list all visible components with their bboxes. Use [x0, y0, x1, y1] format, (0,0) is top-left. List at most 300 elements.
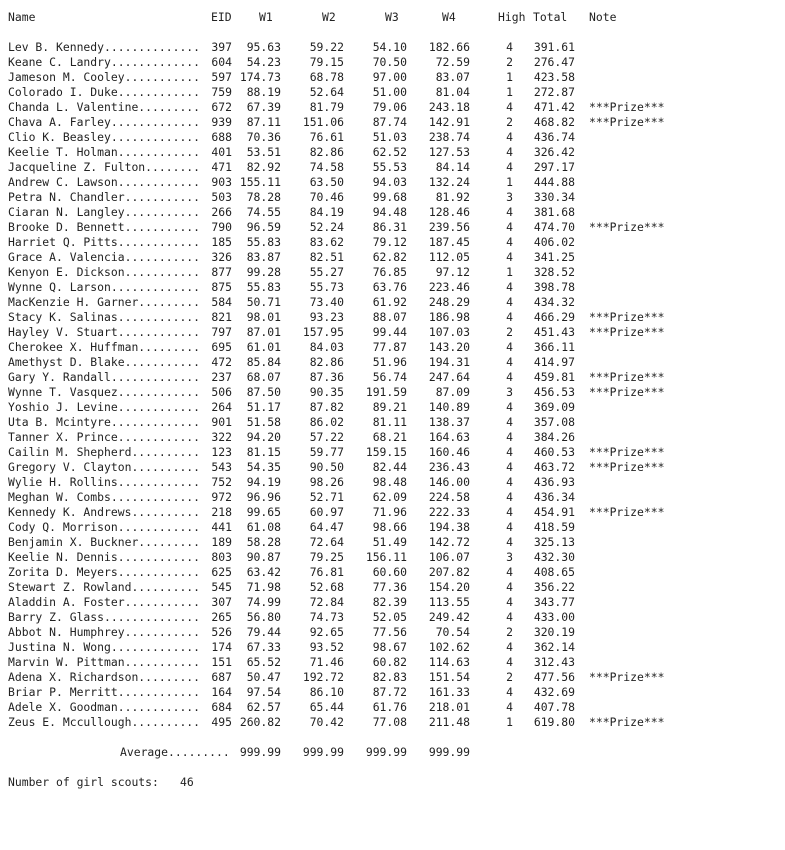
high-week: 1	[506, 175, 513, 189]
header-row	[0, 10, 785, 25]
week2-value: 57.22	[309, 430, 344, 444]
week3-value: 61.76	[372, 700, 407, 714]
scout-name: Wynne Q. Larson.............	[8, 280, 201, 294]
average-w4: 999.99	[428, 745, 470, 759]
scout-name: Briar P. Merritt............	[8, 685, 201, 699]
week2-value: 79.25	[309, 550, 344, 564]
table-row	[0, 670, 785, 685]
scout-eid: 322	[211, 430, 232, 444]
week4-value: 222.33	[428, 505, 470, 519]
total-value: 297.17	[533, 160, 575, 174]
scout-eid: 401	[211, 145, 232, 159]
scout-name: Tanner X. Prince............	[8, 430, 201, 444]
table-row	[0, 55, 785, 70]
table-row	[0, 190, 785, 205]
week4-value: 127.53	[428, 145, 470, 159]
week2-value: 70.42	[309, 715, 344, 729]
week4-value: 186.98	[428, 310, 470, 324]
high-week: 4	[506, 610, 513, 624]
scout-count-label: Number of girl scouts:	[8, 775, 159, 789]
scout-name: Justina N. Wong.............	[8, 640, 201, 654]
scout-eid: 503	[211, 190, 232, 204]
total-value: 408.65	[533, 565, 575, 579]
scout-name: MacKenzie H. Garner.........	[8, 295, 201, 309]
total-value: 459.81	[533, 370, 575, 384]
week2-value: 192.72	[302, 670, 344, 684]
high-week: 4	[506, 235, 513, 249]
scout-eid: 687	[211, 670, 232, 684]
week1-value: 54.23	[246, 55, 281, 69]
prize-note: ***Prize***	[589, 100, 665, 114]
week3-value: 81.11	[372, 415, 407, 429]
week4-value: 146.00	[428, 475, 470, 489]
high-week: 4	[506, 685, 513, 699]
week3-value: 77.87	[372, 340, 407, 354]
week2-value: 52.64	[309, 85, 344, 99]
scout-name: Amethyst D. Blake...........	[8, 355, 201, 369]
week3-value: 60.60	[372, 565, 407, 579]
scout-name: Kennedy K. Andrews..........	[8, 505, 201, 519]
week4-value: 81.92	[435, 190, 470, 204]
week3-value: 55.53	[372, 160, 407, 174]
week3-value: 159.15	[365, 445, 407, 459]
scout-name: Jacqueline Z. Fulton........	[8, 160, 201, 174]
week3-value: 62.52	[372, 145, 407, 159]
week1-value: 65.52	[246, 655, 281, 669]
table-row	[0, 295, 785, 310]
week4-value: 112.05	[428, 250, 470, 264]
week4-value: 132.24	[428, 175, 470, 189]
high-week: 2	[506, 625, 513, 639]
week2-value: 71.46	[309, 655, 344, 669]
high-week: 3	[506, 550, 513, 564]
prize-note: ***Prize***	[589, 715, 665, 729]
week3-value: 51.96	[372, 355, 407, 369]
table-row	[0, 655, 785, 670]
week4-value: 70.54	[435, 625, 470, 639]
week2-value: 70.46	[309, 190, 344, 204]
total-value: 434.32	[533, 295, 575, 309]
scout-eid: 759	[211, 85, 232, 99]
week1-value: 95.63	[246, 40, 281, 54]
week3-value: 82.44	[372, 460, 407, 474]
scout-name: Petra N. Chandler...........	[8, 190, 201, 204]
week2-value: 52.68	[309, 580, 344, 594]
scout-name: Lev B. Kennedy..............	[8, 40, 201, 54]
scout-name: Aladdin A. Foster...........	[8, 595, 201, 609]
scout-eid: 266	[211, 205, 232, 219]
table-row	[0, 580, 785, 595]
scout-name: Zeus E. Mccullough..........	[8, 715, 201, 729]
scout-name: Gregory V. Clayton..........	[8, 460, 201, 474]
table-row	[0, 505, 785, 520]
high-week: 3	[506, 385, 513, 399]
week1-value: 90.87	[246, 550, 281, 564]
high-week: 1	[506, 715, 513, 729]
high-week: 2	[506, 325, 513, 339]
week4-value: 72.59	[435, 55, 470, 69]
week2-value: 84.03	[309, 340, 344, 354]
header-w1: W1	[259, 10, 273, 24]
scout-eid: 821	[211, 310, 232, 324]
week3-value: 94.48	[372, 205, 407, 219]
week1-value: 87.50	[246, 385, 281, 399]
table-row	[0, 610, 785, 625]
scout-eid: 472	[211, 355, 232, 369]
total-value: 619.80	[533, 715, 575, 729]
table-row	[0, 475, 785, 490]
week4-value: 143.20	[428, 340, 470, 354]
scout-name: Brooke D. Bennett...........	[8, 220, 201, 234]
week1-value: 94.19	[246, 475, 281, 489]
week3-value: 77.08	[372, 715, 407, 729]
table-row	[0, 115, 785, 130]
prize-note: ***Prize***	[589, 220, 665, 234]
scout-eid: 397	[211, 40, 232, 54]
table-row	[0, 490, 785, 505]
scout-eid: 189	[211, 535, 232, 549]
week2-value: 73.40	[309, 295, 344, 309]
week1-value: 55.83	[246, 235, 281, 249]
week3-value: 76.85	[372, 265, 407, 279]
scout-name: Benjamin X. Buckner.........	[8, 535, 201, 549]
high-week: 4	[506, 220, 513, 234]
total-value: 454.91	[533, 505, 575, 519]
table-row	[0, 265, 785, 280]
table-row	[0, 340, 785, 355]
week4-value: 113.55	[428, 595, 470, 609]
scout-eid: 901	[211, 415, 232, 429]
table-row	[0, 445, 785, 460]
scout-name: Andrew C. Lawson............	[8, 175, 201, 189]
scout-name: Chava A. Farley.............	[8, 115, 201, 129]
scout-eid: 526	[211, 625, 232, 639]
week4-value: 236.43	[428, 460, 470, 474]
week1-value: 74.55	[246, 205, 281, 219]
high-week: 1	[506, 85, 513, 99]
week3-value: 63.76	[372, 280, 407, 294]
week4-value: 106.07	[428, 550, 470, 564]
total-value: 357.08	[533, 415, 575, 429]
week2-value: 68.78	[309, 70, 344, 84]
week1-value: 61.08	[246, 520, 281, 534]
header-w2: W2	[322, 10, 336, 24]
table-row	[0, 85, 785, 100]
high-week: 1	[506, 265, 513, 279]
high-week: 4	[506, 445, 513, 459]
table-row	[0, 145, 785, 160]
table-row	[0, 715, 785, 730]
high-week: 2	[506, 55, 513, 69]
total-value: 384.26	[533, 430, 575, 444]
table-row	[0, 175, 785, 190]
week3-value: 97.00	[372, 70, 407, 84]
week2-value: 87.82	[309, 400, 344, 414]
week3-value: 56.74	[372, 370, 407, 384]
total-value: 444.88	[533, 175, 575, 189]
week1-value: 81.15	[246, 445, 281, 459]
high-week: 4	[506, 535, 513, 549]
scout-name: Wynne T. Vasquez............	[8, 385, 201, 399]
week1-value: 174.73	[239, 70, 281, 84]
high-week: 4	[506, 460, 513, 474]
high-week: 4	[506, 580, 513, 594]
table-row	[0, 250, 785, 265]
week1-value: 54.35	[246, 460, 281, 474]
week1-value: 70.36	[246, 130, 281, 144]
week1-value: 99.65	[246, 505, 281, 519]
total-value: 466.29	[533, 310, 575, 324]
scout-name: Gary Y. Randall.............	[8, 370, 201, 384]
table-row	[0, 700, 785, 715]
scout-eid: 264	[211, 400, 232, 414]
high-week: 4	[506, 655, 513, 669]
header-w3: W3	[385, 10, 399, 24]
scout-name: Barry Z. Glass..............	[8, 610, 201, 624]
week4-value: 142.91	[428, 115, 470, 129]
high-week: 4	[506, 205, 513, 219]
scout-eid: 672	[211, 100, 232, 114]
week4-value: 238.74	[428, 130, 470, 144]
scout-eid: 545	[211, 580, 232, 594]
table-row	[0, 520, 785, 535]
total-value: 272.87	[533, 85, 575, 99]
scout-eid: 265	[211, 610, 232, 624]
week1-value: 155.11	[239, 175, 281, 189]
week2-value: 63.50	[309, 175, 344, 189]
week1-value: 56.80	[246, 610, 281, 624]
header-w4: W4	[442, 10, 456, 24]
prize-note: ***Prize***	[589, 115, 665, 129]
week2-value: 55.73	[309, 280, 344, 294]
week2-value: 157.95	[302, 325, 344, 339]
total-value: 328.52	[533, 265, 575, 279]
week4-value: 243.18	[428, 100, 470, 114]
week2-value: 90.35	[309, 385, 344, 399]
scout-eid: 752	[211, 475, 232, 489]
week1-value: 71.98	[246, 580, 281, 594]
table-row	[0, 595, 785, 610]
high-week: 4	[506, 565, 513, 579]
scout-name: Cherokee X. Huffman.........	[8, 340, 201, 354]
week4-value: 224.58	[428, 490, 470, 504]
week3-value: 52.05	[372, 610, 407, 624]
high-week: 4	[506, 250, 513, 264]
week1-value: 63.42	[246, 565, 281, 579]
week2-value: 84.19	[309, 205, 344, 219]
table-row	[0, 70, 785, 85]
scout-name: Chanda L. Valentine.........	[8, 100, 201, 114]
week1-value: 94.20	[246, 430, 281, 444]
week4-value: 182.66	[428, 40, 470, 54]
scout-eid: 797	[211, 325, 232, 339]
week3-value: 99.68	[372, 190, 407, 204]
table-row	[0, 430, 785, 445]
week4-value: 140.89	[428, 400, 470, 414]
prize-note: ***Prize***	[589, 460, 665, 474]
scout-eid: 877	[211, 265, 232, 279]
week1-value: 87.01	[246, 325, 281, 339]
week3-value: 60.82	[372, 655, 407, 669]
scout-eid: 441	[211, 520, 232, 534]
week2-value: 59.77	[309, 445, 344, 459]
week4-value: 142.72	[428, 535, 470, 549]
scout-eid: 307	[211, 595, 232, 609]
week3-value: 77.56	[372, 625, 407, 639]
week2-value: 76.61	[309, 130, 344, 144]
header-high: High	[498, 10, 526, 24]
high-week: 4	[506, 280, 513, 294]
week2-value: 90.50	[309, 460, 344, 474]
header-eid: EID	[211, 10, 232, 24]
week4-value: 223.46	[428, 280, 470, 294]
total-value: 463.72	[533, 460, 575, 474]
week1-value: 74.99	[246, 595, 281, 609]
week4-value: 128.46	[428, 205, 470, 219]
average-label: Average.........	[120, 745, 230, 759]
scout-eid: 597	[211, 70, 232, 84]
week3-value: 70.50	[372, 55, 407, 69]
week4-value: 187.45	[428, 235, 470, 249]
high-week: 4	[506, 415, 513, 429]
scout-eid: 174	[211, 640, 232, 654]
high-week: 4	[506, 505, 513, 519]
week2-value: 87.36	[309, 370, 344, 384]
week4-value: 211.48	[428, 715, 470, 729]
high-week: 4	[506, 490, 513, 504]
week1-value: 67.33	[246, 640, 281, 654]
scout-name: Colorado I. Duke............	[8, 85, 201, 99]
week4-value: 207.82	[428, 565, 470, 579]
table-row	[0, 355, 785, 370]
week2-value: 52.71	[309, 490, 344, 504]
prize-note: ***Prize***	[589, 385, 665, 399]
week2-value: 82.51	[309, 250, 344, 264]
week2-value: 79.15	[309, 55, 344, 69]
prize-note: ***Prize***	[589, 445, 665, 459]
week4-value: 239.56	[428, 220, 470, 234]
table-row	[0, 535, 785, 550]
week2-value: 83.62	[309, 235, 344, 249]
total-value: 423.58	[533, 70, 575, 84]
total-value: 356.22	[533, 580, 575, 594]
scout-eid: 164	[211, 685, 232, 699]
scout-eid: 218	[211, 505, 232, 519]
table-row	[0, 685, 785, 700]
total-value: 436.34	[533, 490, 575, 504]
scout-eid: 326	[211, 250, 232, 264]
week1-value: 51.17	[246, 400, 281, 414]
week1-value: 79.44	[246, 625, 281, 639]
table-row	[0, 415, 785, 430]
table-row	[0, 385, 785, 400]
week4-value: 248.29	[428, 295, 470, 309]
scout-name: Keane C. Landry.............	[8, 55, 201, 69]
high-week: 4	[506, 595, 513, 609]
summary-line	[0, 775, 785, 790]
scout-name: Meghan W. Combs.............	[8, 490, 201, 504]
week1-value: 96.96	[246, 490, 281, 504]
week2-value: 76.81	[309, 565, 344, 579]
week3-value: 51.00	[372, 85, 407, 99]
prize-note: ***Prize***	[589, 310, 665, 324]
high-week: 2	[506, 115, 513, 129]
total-value: 456.53	[533, 385, 575, 399]
week4-value: 194.38	[428, 520, 470, 534]
table-row	[0, 40, 785, 55]
week3-value: 156.11	[365, 550, 407, 564]
total-value: 477.56	[533, 670, 575, 684]
total-value: 312.43	[533, 655, 575, 669]
total-value: 418.59	[533, 520, 575, 534]
high-week: 4	[506, 160, 513, 174]
week2-value: 55.27	[309, 265, 344, 279]
week1-value: 50.71	[246, 295, 281, 309]
week1-value: 98.01	[246, 310, 281, 324]
week2-value: 151.06	[302, 115, 344, 129]
week4-value: 84.14	[435, 160, 470, 174]
total-value: 468.82	[533, 115, 575, 129]
scout-name: Hayley V. Stuart............	[8, 325, 201, 339]
scout-eid: 684	[211, 700, 232, 714]
total-value: 474.70	[533, 220, 575, 234]
scout-name: Adena X. Richardson.........	[8, 670, 201, 684]
week2-value: 65.44	[309, 700, 344, 714]
week4-value: 161.33	[428, 685, 470, 699]
week3-value: 87.74	[372, 115, 407, 129]
scout-name: Keelie T. Holman............	[8, 145, 201, 159]
total-value: 341.25	[533, 250, 575, 264]
week2-value: 74.73	[309, 610, 344, 624]
scout-name: Uta B. Mcintyre.............	[8, 415, 201, 429]
week1-value: 83.87	[246, 250, 281, 264]
scout-name: Marvin W. Pittman...........	[8, 655, 201, 669]
week3-value: 98.67	[372, 640, 407, 654]
scout-eid: 939	[211, 115, 232, 129]
average-w1: 999.99	[239, 745, 281, 759]
week1-value: 62.57	[246, 700, 281, 714]
week1-value: 55.83	[246, 280, 281, 294]
total-value: 325.13	[533, 535, 575, 549]
table-row	[0, 325, 785, 340]
high-week: 4	[506, 40, 513, 54]
scout-name: Stacy K. Salinas............	[8, 310, 201, 324]
scout-eid: 185	[211, 235, 232, 249]
scout-eid: 875	[211, 280, 232, 294]
prize-note: ***Prize***	[589, 325, 665, 339]
week1-value: 82.92	[246, 160, 281, 174]
week1-value: 53.51	[246, 145, 281, 159]
week2-value: 82.86	[309, 145, 344, 159]
scout-eid: 584	[211, 295, 232, 309]
table-row	[0, 235, 785, 250]
week2-value: 60.97	[309, 505, 344, 519]
week4-value: 138.37	[428, 415, 470, 429]
week4-value: 97.12	[435, 265, 470, 279]
table-row	[0, 310, 785, 325]
week1-value: 61.01	[246, 340, 281, 354]
high-week: 4	[506, 340, 513, 354]
scout-name: Adele X. Goodman............	[8, 700, 201, 714]
high-week: 4	[506, 400, 513, 414]
scout-eid: 471	[211, 160, 232, 174]
week2-value: 98.26	[309, 475, 344, 489]
header-note: Note	[589, 10, 617, 24]
week4-value: 249.42	[428, 610, 470, 624]
week1-value: 97.54	[246, 685, 281, 699]
week4-value: 164.63	[428, 430, 470, 444]
scout-name: Grace A. Valencia...........	[8, 250, 201, 264]
